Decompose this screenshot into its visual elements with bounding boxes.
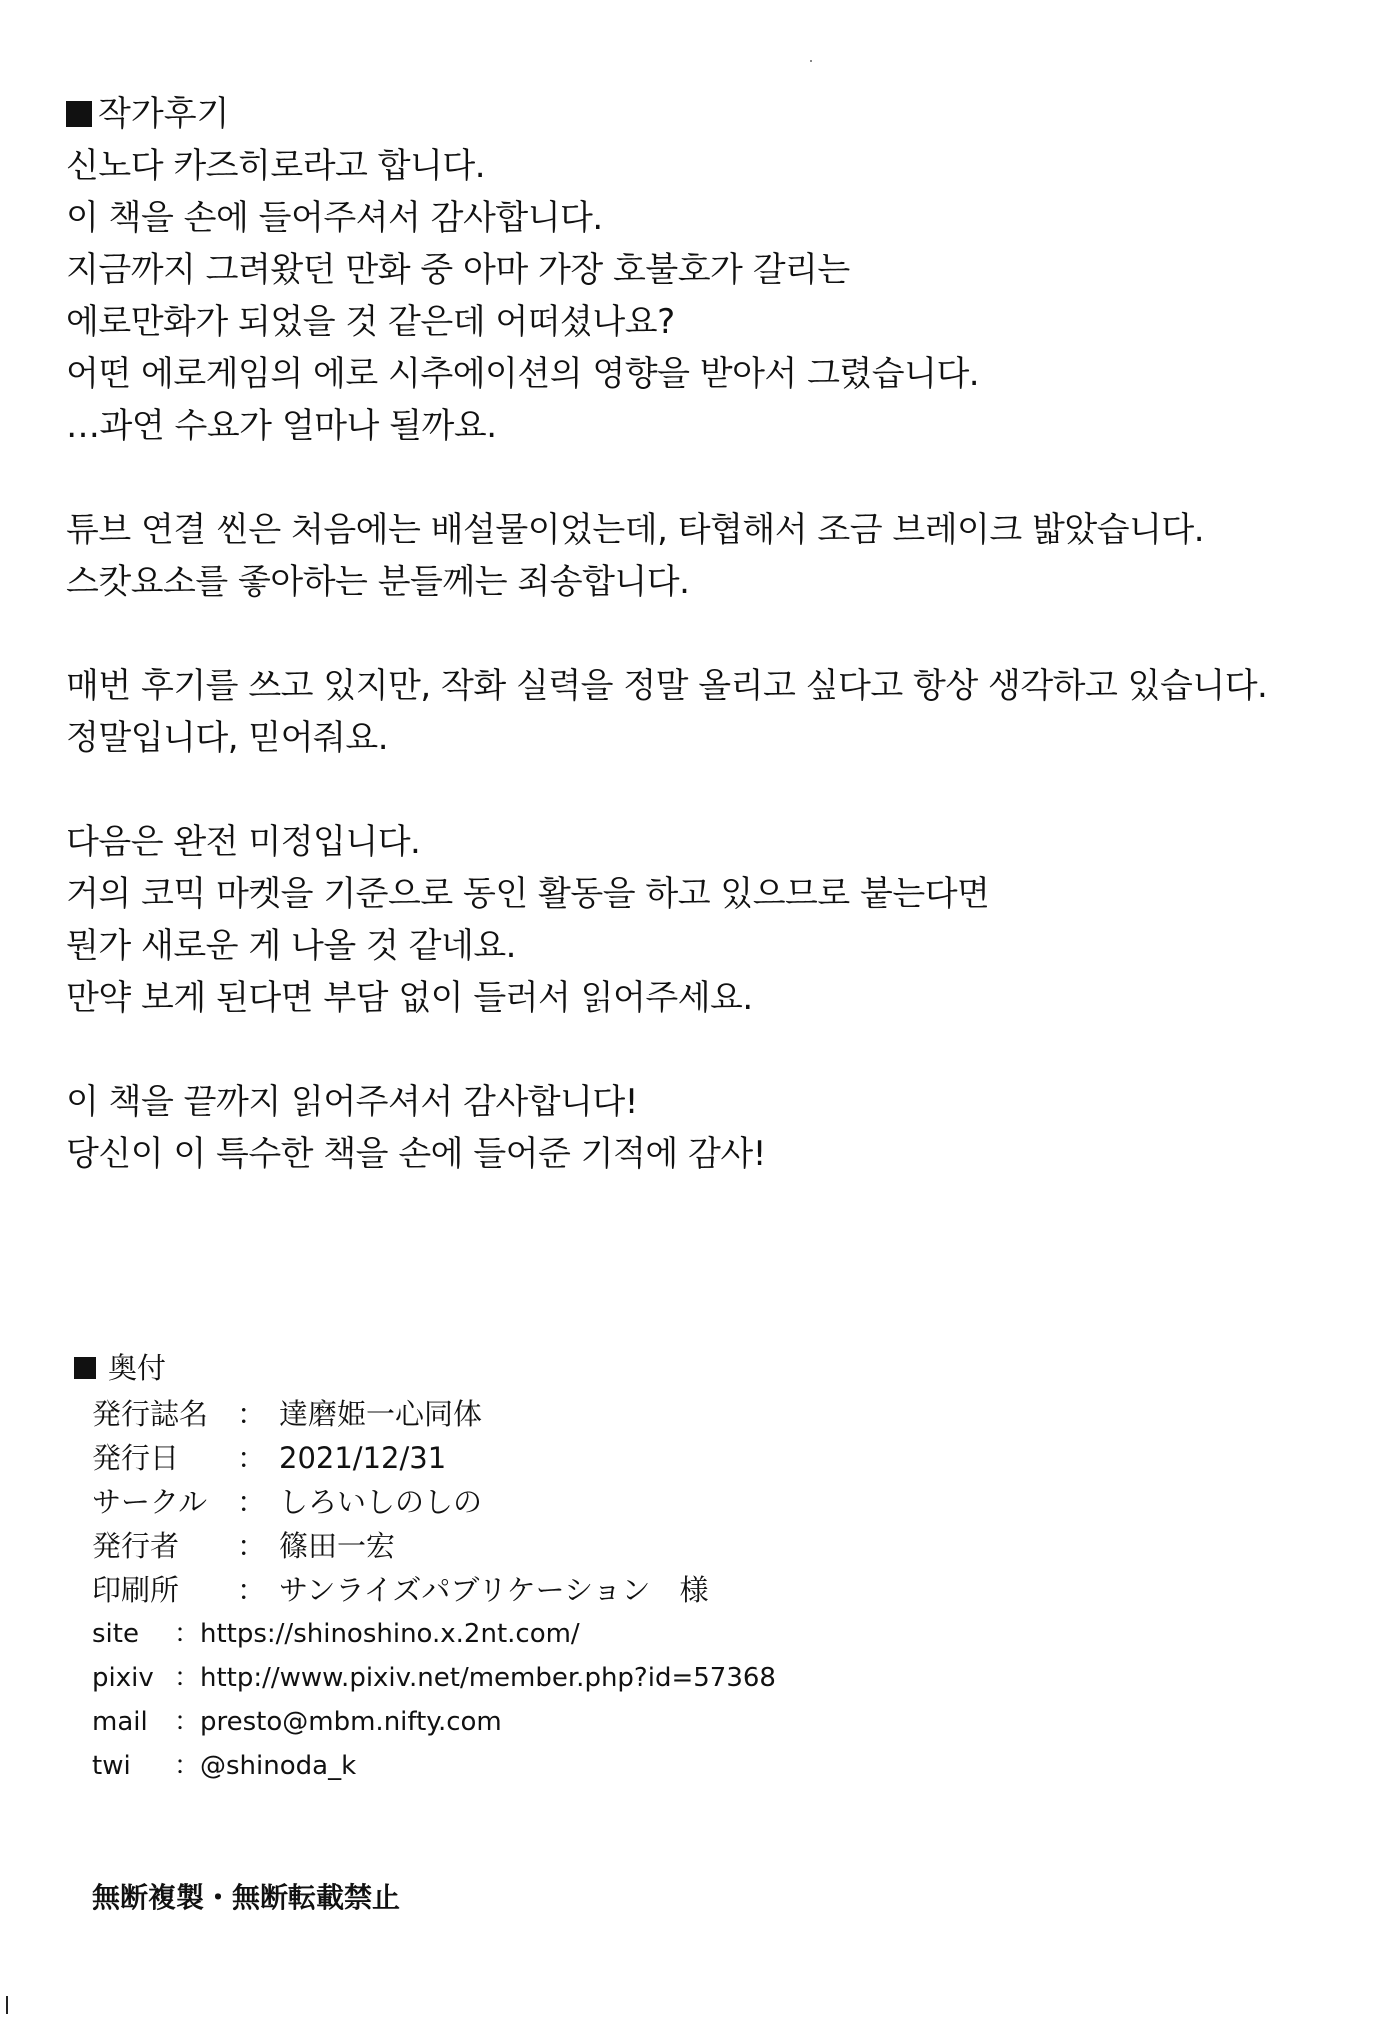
link-label: pixiv [92, 1663, 154, 1693]
afterword-line: 신노다 카즈히로라고 합니다. [66, 146, 486, 186]
black-square-icon [74, 1357, 96, 1379]
colophon-row-date [74, 1436, 1074, 1480]
colophon-value: 2021/12/31 [279, 1441, 447, 1475]
copyright-notice: 無断複製・無断転載禁止 [92, 1881, 401, 1914]
colophon-separator: ： [237, 1529, 267, 1563]
paragraph-gap [66, 608, 1346, 660]
mail-address: ：presto@mbm.nifty.com [174, 1707, 502, 1737]
link-row-mail [74, 1700, 1074, 1744]
colophon-value: サンライズパブリケーション 様 [279, 1573, 709, 1607]
colophon-label: 印刷所 [92, 1573, 180, 1607]
colophon-separator: ： [237, 1485, 267, 1519]
colophon-section [74, 1346, 1074, 1788]
black-square-icon [66, 101, 92, 127]
colophon-label: サークル [92, 1485, 208, 1519]
link-row-site [74, 1612, 1074, 1656]
link-row-twitter [74, 1744, 1074, 1788]
scan-edge-mark [6, 1996, 8, 2014]
colophon-separator: ： [237, 1441, 267, 1475]
colophon-label: 発行日 [92, 1441, 180, 1475]
pixiv-link: ：http://www.pixiv.net/member.php?id=57368 [174, 1663, 776, 1693]
colophon-value: 篠田一宏 [279, 1529, 396, 1563]
link-label: mail [92, 1707, 148, 1737]
afterword-line: 만약 보게 된다면 부담 없이 들러서 읽어주세요. [66, 978, 753, 1018]
afterword-paragraph [66, 1076, 1346, 1180]
link-label: twi [92, 1751, 131, 1781]
twitter-handle: ：@shinoda_k [174, 1751, 357, 1781]
afterword-paragraph [66, 660, 1346, 764]
colophon-heading-text: 奥付 [108, 1351, 167, 1385]
afterword-line: 거의 코믹 마켓을 기준으로 동인 활동을 하고 있으므로 붙는다면 [66, 874, 990, 914]
colophon-row-publisher [74, 1524, 1074, 1568]
afterword-heading-text: 작가후기 [98, 94, 230, 134]
colophon-separator: ： [237, 1397, 267, 1431]
site-link: ：https://shinoshino.x.2nt.com/ [174, 1619, 580, 1649]
afterword-line: 이 책을 끝까지 읽어주셔서 감사합니다! [66, 1082, 638, 1122]
colophon-heading [74, 1346, 1074, 1390]
afterword-line: 튜브 연결 씬은 처음에는 배설물이었는데, 타협해서 조금 브레이크 밟았습니다. [66, 510, 1205, 550]
colophon-label: 発行者 [92, 1529, 180, 1563]
afterword-line: 스캇요소를 좋아하는 분들께는 죄송합니다. [66, 562, 690, 602]
afterword-line: …과연 수요가 얼마나 될까요. [66, 406, 497, 446]
afterword-line: 어떤 에로게임의 에로 시추에이션의 영향을 받아서 그렸습니다. [66, 354, 980, 394]
paragraph-gap [66, 1024, 1346, 1076]
afterword-section [66, 88, 1346, 1180]
afterword-line: 뭔가 새로운 게 나올 것 같네요. [66, 926, 516, 966]
colophon-row-printer [74, 1568, 1074, 1612]
afterword-line: 정말입니다, 믿어줘요. [66, 718, 389, 758]
afterword-line: 에로만화가 되었을 것 같은데 어떠셨나요? [66, 302, 675, 342]
afterword-paragraph [66, 504, 1346, 608]
colophon-row-title [74, 1392, 1074, 1436]
afterword-paragraph [66, 140, 1346, 452]
afterword-line: 지금까지 그려왔던 만화 중 아마 가장 호불호가 갈리는 [66, 250, 850, 290]
colophon-row-circle [74, 1480, 1074, 1524]
scan-dust-mark [810, 60, 812, 62]
paragraph-gap [66, 764, 1346, 816]
colophon-label: 発行誌名 [92, 1397, 209, 1431]
afterword-heading [66, 88, 1346, 140]
colophon-separator: ： [237, 1573, 267, 1607]
afterword-line: 다음은 완전 미정입니다. [66, 822, 421, 862]
afterword-line: 매번 후기를 쓰고 있지만, 작화 실력을 정말 올리고 싶다고 항상 생각하고 있습니다. [66, 666, 1268, 706]
link-label: site [92, 1619, 139, 1649]
afterword-line: 이 책을 손에 들어주셔서 감사합니다. [66, 198, 603, 238]
colophon-value: 達磨姫一心同体 [279, 1397, 483, 1431]
paragraph-gap [66, 452, 1346, 504]
link-row-pixiv [74, 1656, 1074, 1700]
afterword-paragraph [66, 816, 1346, 1024]
colophon-value: しろいしのしの [279, 1485, 483, 1519]
afterword-line: 당신이 이 특수한 책을 손에 들어준 기적에 감사! [66, 1134, 766, 1174]
